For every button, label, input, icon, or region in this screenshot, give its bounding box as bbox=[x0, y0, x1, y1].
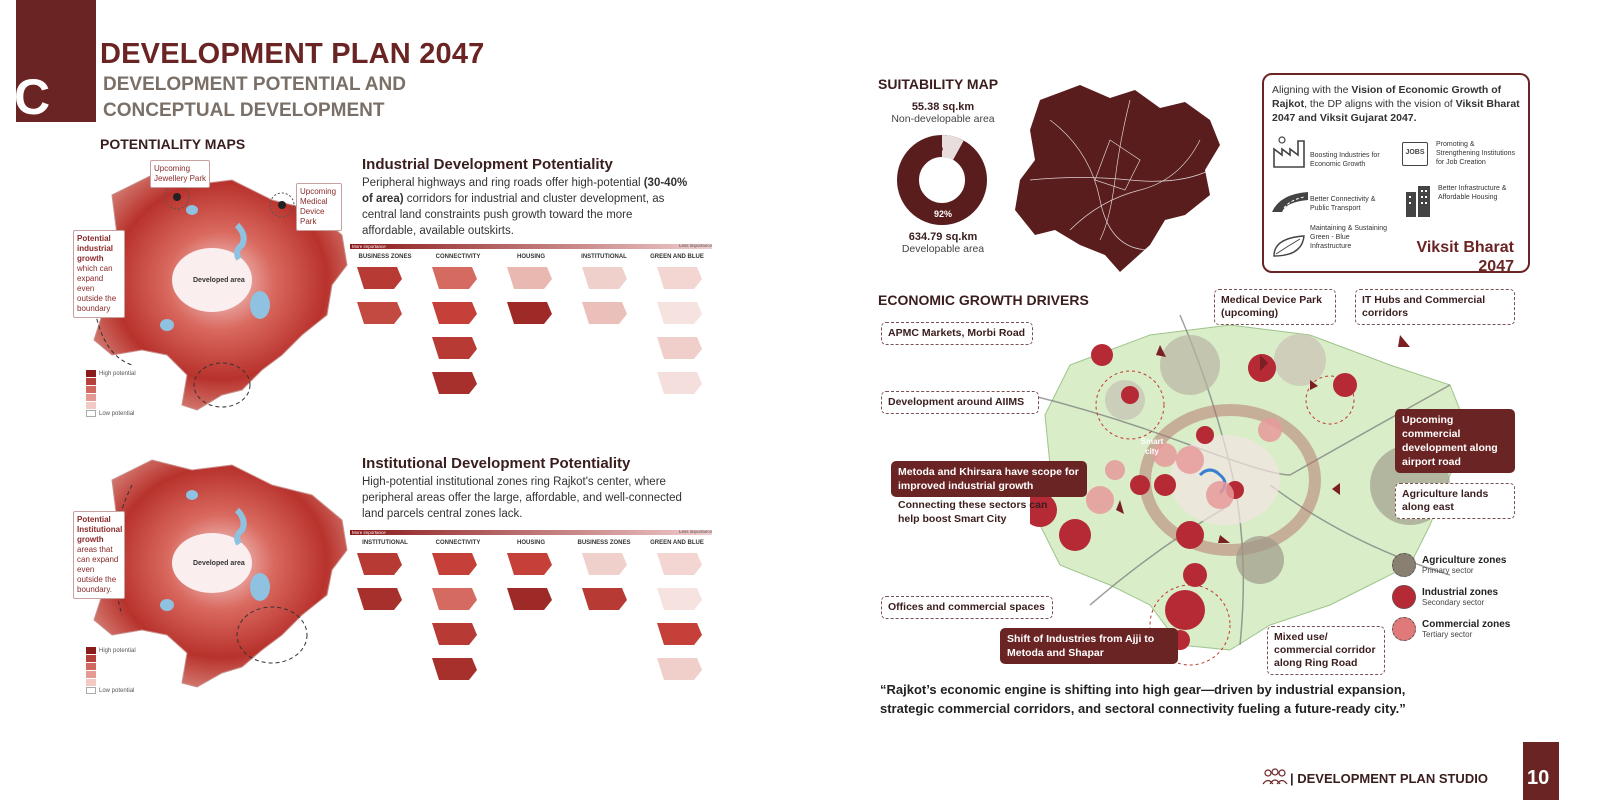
suitability-donut-chart bbox=[896, 134, 988, 226]
industrial-mini-maps bbox=[352, 262, 714, 422]
industrial-description: Peripheral highways and ring roads offer high-potential (30-40% of area) corridors for industrial and cluster development, as central land constraints push growth toward the more affordable, available outskirts. bbox=[362, 177, 688, 237]
driver-it-hubs: IT Hubs and Commercial corridors bbox=[1355, 289, 1515, 325]
industrial-legend: High potential Low potential bbox=[86, 370, 136, 417]
suitability-map-label: SUITABILITY MAP bbox=[878, 76, 999, 92]
potentiality-maps-label: POTENTIALITY MAPS bbox=[100, 136, 246, 152]
matrix-col-2: HOUSING bbox=[516, 254, 545, 260]
matrix-col-0: BUSINESS ZONES bbox=[358, 254, 412, 260]
people-icon bbox=[1262, 768, 1288, 786]
vision-text: Aligning with the Vision of Economic Growth of Rajkot, the DP aligns with the vision of Viksit Bharat 2047 and Viksit Gujarat 2047. bbox=[1272, 84, 1520, 124]
section-letter: C bbox=[14, 69, 51, 125]
non-developable-value: 55.38 sq.km bbox=[911, 101, 975, 113]
driver-aiims: Development around AIIMS bbox=[881, 391, 1039, 414]
footer-studio-label: | DEVELOPMENT PLAN STUDIO bbox=[1290, 771, 1488, 786]
institutional-legend: High potential Low potential bbox=[86, 647, 136, 694]
factory-icon bbox=[1272, 135, 1308, 169]
matrix-col-3: INSTITUTIONAL bbox=[581, 254, 627, 260]
pct-developable-label: 92% bbox=[934, 209, 953, 219]
industrial-importance-matrix: More importance Less importance BUSINESS ZONES CONNECTIVITY HOUSING INSTITUTIONAL GREEN AND BLUE bbox=[352, 243, 712, 260]
road-icon bbox=[1270, 188, 1310, 214]
subtitle-line-2: CONCEPTUAL DEVELOPMENT bbox=[103, 100, 385, 121]
driver-agriculture-east: Agriculture lands along east bbox=[1395, 483, 1515, 519]
callout-institutional-growth: Potential Institutional growth areas that can expand even outside the boundary. bbox=[73, 511, 125, 599]
institutional-mini-maps bbox=[352, 548, 714, 708]
developable-label: Developable area bbox=[901, 243, 985, 255]
legend-industrial: Industrial zones Secondary sector bbox=[1392, 585, 1527, 609]
vision-item-green: Maintaining & Sustaining Green - Blue Infrastructure bbox=[1310, 225, 1388, 250]
matrix-col-2: HOUSING bbox=[516, 540, 545, 546]
buildings-icon bbox=[1404, 184, 1434, 218]
pct-non-developable-label: 8% bbox=[930, 143, 944, 153]
matrix-col-3: BUSINESS ZONES bbox=[577, 540, 631, 546]
legend-commercial-swatch bbox=[1392, 617, 1416, 641]
matrix-col-0: INSTITUTIONAL bbox=[362, 540, 408, 546]
legend-agriculture-swatch bbox=[1392, 553, 1416, 577]
vision-item-infrastructure: Better Infrastructure & Affordable Housing bbox=[1438, 185, 1507, 201]
callout-industrial-growth: Potential industrial growth which can expand even outside the boundary bbox=[73, 230, 125, 318]
vision-item-jobs: Promoting & Strengthening Institutions for Job Creation bbox=[1436, 141, 1515, 166]
institutional-description: High-potential institutional zones ring Rajkot's center, where peripheral areas offer the large, affordable, and well-connected land parcels central zones lack. bbox=[362, 476, 682, 520]
legend-industrial-swatch bbox=[1392, 585, 1416, 609]
page-subtitle bbox=[103, 72, 523, 124]
non-developable-stat bbox=[878, 101, 1008, 125]
matrix-col-4: GREEN AND BLUE bbox=[650, 254, 704, 260]
non-developable-label: Non-developable area bbox=[891, 113, 995, 125]
driver-metoda-khirsara: Metoda and Khirsara have scope for improved industrial growth bbox=[891, 461, 1087, 497]
jobs-icon: JOBS bbox=[1402, 142, 1428, 166]
viksit-bharat-brand: Viksit Bharat 2047 bbox=[1416, 239, 1514, 275]
industrial-developed-area-label: Developed area bbox=[193, 277, 245, 284]
driver-shift-industries: Shift of Industries from Ajji to Metoda and Shapar bbox=[1000, 628, 1178, 664]
driver-connecting-sectors: Connecting these sectors can help boost Smart City bbox=[898, 499, 1048, 525]
legend-agriculture: Agriculture zones Primary sector bbox=[1392, 553, 1527, 577]
developable-value: 634.79 sq.km bbox=[908, 231, 978, 243]
economic-drivers-label: ECONOMIC GROWTH DRIVERS bbox=[878, 292, 1089, 308]
matrix-col-1: CONNECTIVITY bbox=[435, 254, 481, 260]
industrial-title: Industrial Development Potentiality bbox=[362, 156, 613, 173]
suitability-map bbox=[1010, 80, 1225, 275]
driver-mixed-use-corridor: Mixed use/ commercial corridor along Ring Road bbox=[1267, 626, 1385, 675]
driver-offices-commercial: Offices and commercial spaces bbox=[881, 596, 1053, 619]
matrix-col-1: CONNECTIVITY bbox=[435, 540, 481, 546]
driver-airport-road: Upcoming commercial development along airport road bbox=[1395, 409, 1515, 473]
page-title: DEVELOPMENT PLAN 2047 bbox=[100, 38, 485, 70]
driver-medical-device-park: Medical Device Park (upcoming) bbox=[1214, 289, 1336, 325]
institutional-importance-matrix: More importance Less importance INSTITUTIONAL CONNECTIVITY HOUSING BUSINESS ZONES GREEN AND BLUE bbox=[352, 529, 712, 546]
developable-stat bbox=[878, 231, 1008, 255]
page-number: 10 bbox=[1527, 767, 1550, 789]
callout-medical-device-park: Upcoming Medical Device Park bbox=[296, 183, 342, 231]
institutional-developed-area-label: Developed area bbox=[193, 560, 245, 567]
vision-item-connectivity: Better Connectivity & Public Transport bbox=[1310, 196, 1376, 212]
closing-quote: “Rajkot’s economic engine is shifting into high gear—driven by industrial expansion, strategic commercial corridors, and sectoral connectivity fueling a future-ready city.” bbox=[880, 682, 1406, 716]
driver-apmc-markets: APMC Markets, Morbi Road bbox=[881, 322, 1033, 345]
callout-jewellery-park: Upcoming Jewellery Park bbox=[150, 160, 210, 188]
sector-legend bbox=[1392, 553, 1527, 641]
subtitle-line-1: DEVELOPMENT POTENTIAL AND bbox=[103, 74, 406, 95]
smart-city-label: Smart city bbox=[1140, 437, 1164, 456]
developable-slice bbox=[908, 146, 976, 214]
matrix-col-4: GREEN AND BLUE bbox=[650, 540, 704, 546]
vision-item-industries: Boosting Industries for Economic Growth bbox=[1310, 152, 1380, 168]
leaf-icon bbox=[1270, 232, 1308, 260]
legend-commercial: Commercial zones Tertiary sector bbox=[1392, 617, 1527, 641]
institutional-title: Institutional Development Potentiality bbox=[362, 455, 631, 472]
